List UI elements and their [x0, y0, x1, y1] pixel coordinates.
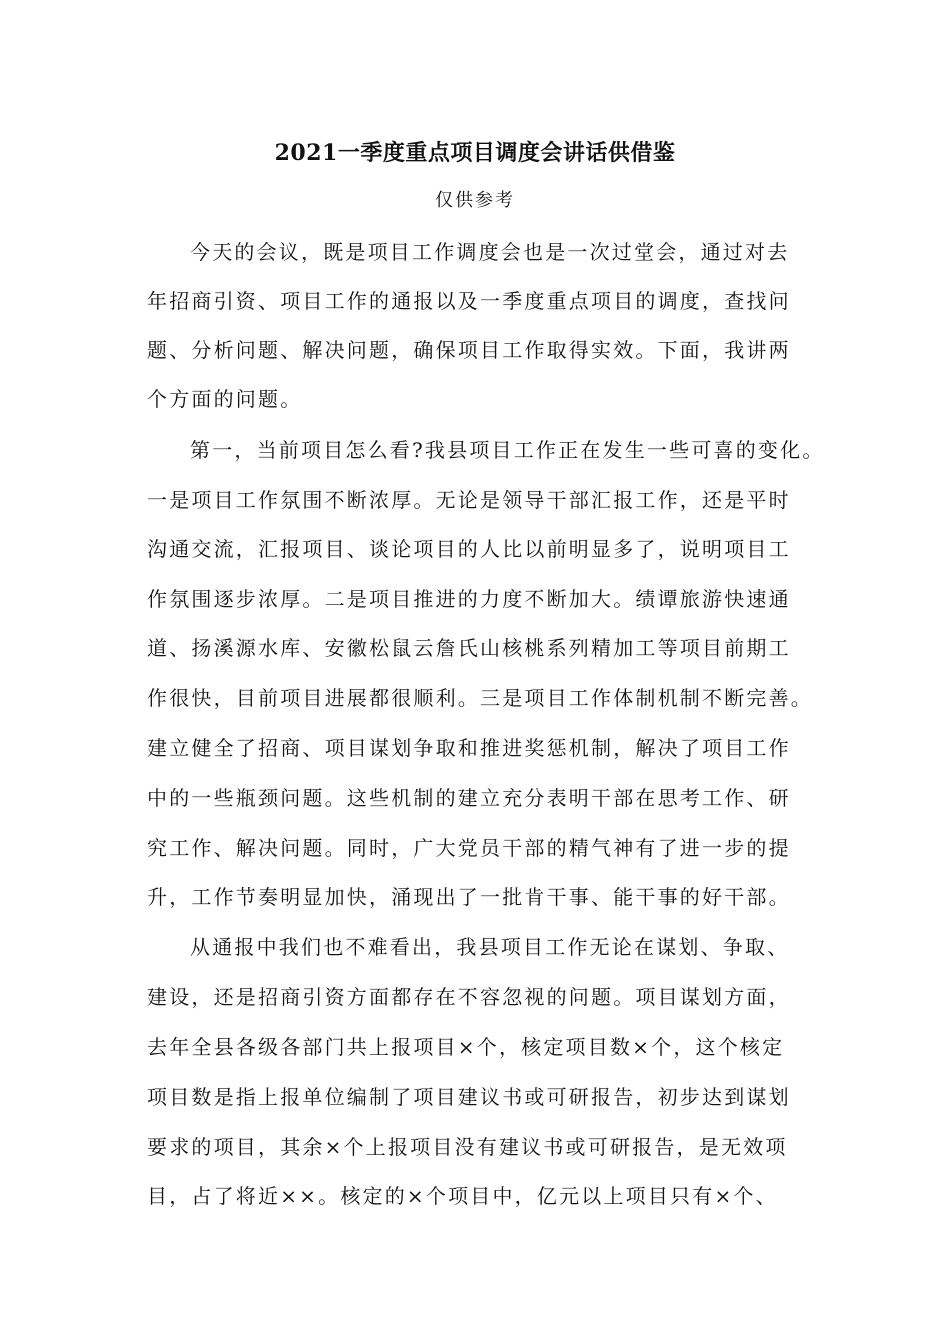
text-line: 沟通交流，汇报项目、谈论项目的人比以前明显多了，说明项目工: [147, 537, 791, 561]
text-line: 建设，还是招商引资方面都存在不容忽视的问题。项目谋划方面，: [147, 985, 791, 1009]
text-line: 项目数是指上报单位编制了项目建议书或可研报告，初步达到谋划: [147, 1085, 791, 1109]
text-line: 道、扬溪源水库、安徽松鼠云詹氏山核桃系列精加工等项目前期工: [147, 636, 791, 660]
text-line: 作很快，目前项目进展都很顺利。三是项目工作体制机制不断完善。: [147, 686, 813, 710]
text-line: 要求的项目，其余×个上报项目没有建议书或可研报告，是无效项: [147, 1135, 788, 1159]
text-line: 年招商引资、项目工作的通报以及一季度重点项目的调度，查找问: [147, 289, 791, 313]
text-line: 今天的会议，既是项目工作调度会也是一次过堂会，通过对去: [190, 240, 790, 264]
text-line: 建立健全了招商、项目谋划争取和推进奖惩机制，解决了项目工作: [147, 736, 791, 760]
text-line: 第一，当前项目怎么看?我县项目工作正在发生一些可喜的变化。: [190, 438, 825, 462]
text-line: 作氛围逐步浓厚。二是项目推进的力度不断加大。绩谭旅游快速通: [147, 587, 791, 611]
document-title: 2021一季度重点项目调度会讲话供借鉴: [274, 140, 676, 166]
text-line: 去年全县各级各部门共上报项目×个，核定项目数×个，这个核定: [147, 1035, 785, 1059]
text-line: 究工作、解决问题。同时，广大党员干部的精气神有了进一步的提: [147, 836, 791, 860]
text-line: 中的一些瓶颈问题。这些机制的建立充分表明干部在思考工作、研: [147, 786, 791, 810]
text-line: 目，占了将近××。核定的×个项目中，亿元以上项目只有×个、: [147, 1184, 778, 1208]
text-line: 个方面的问题。: [147, 387, 303, 411]
text-line: 题、分析问题、解决问题，确保项目工作取得实效。下面，我讲两: [147, 338, 791, 362]
text-line: 升，工作节奏明显加快，涌现出了一批肯干事、能干事的好干部。: [147, 885, 791, 909]
text-line: 一是项目工作氛围不断浓厚。无论是领导干部汇报工作，还是平时: [147, 488, 791, 512]
document-subtitle: 仅供参考: [435, 190, 515, 211]
text-line: 从通报中我们也不难看出，我县项目工作无论在谋划、争取、: [190, 935, 790, 959]
